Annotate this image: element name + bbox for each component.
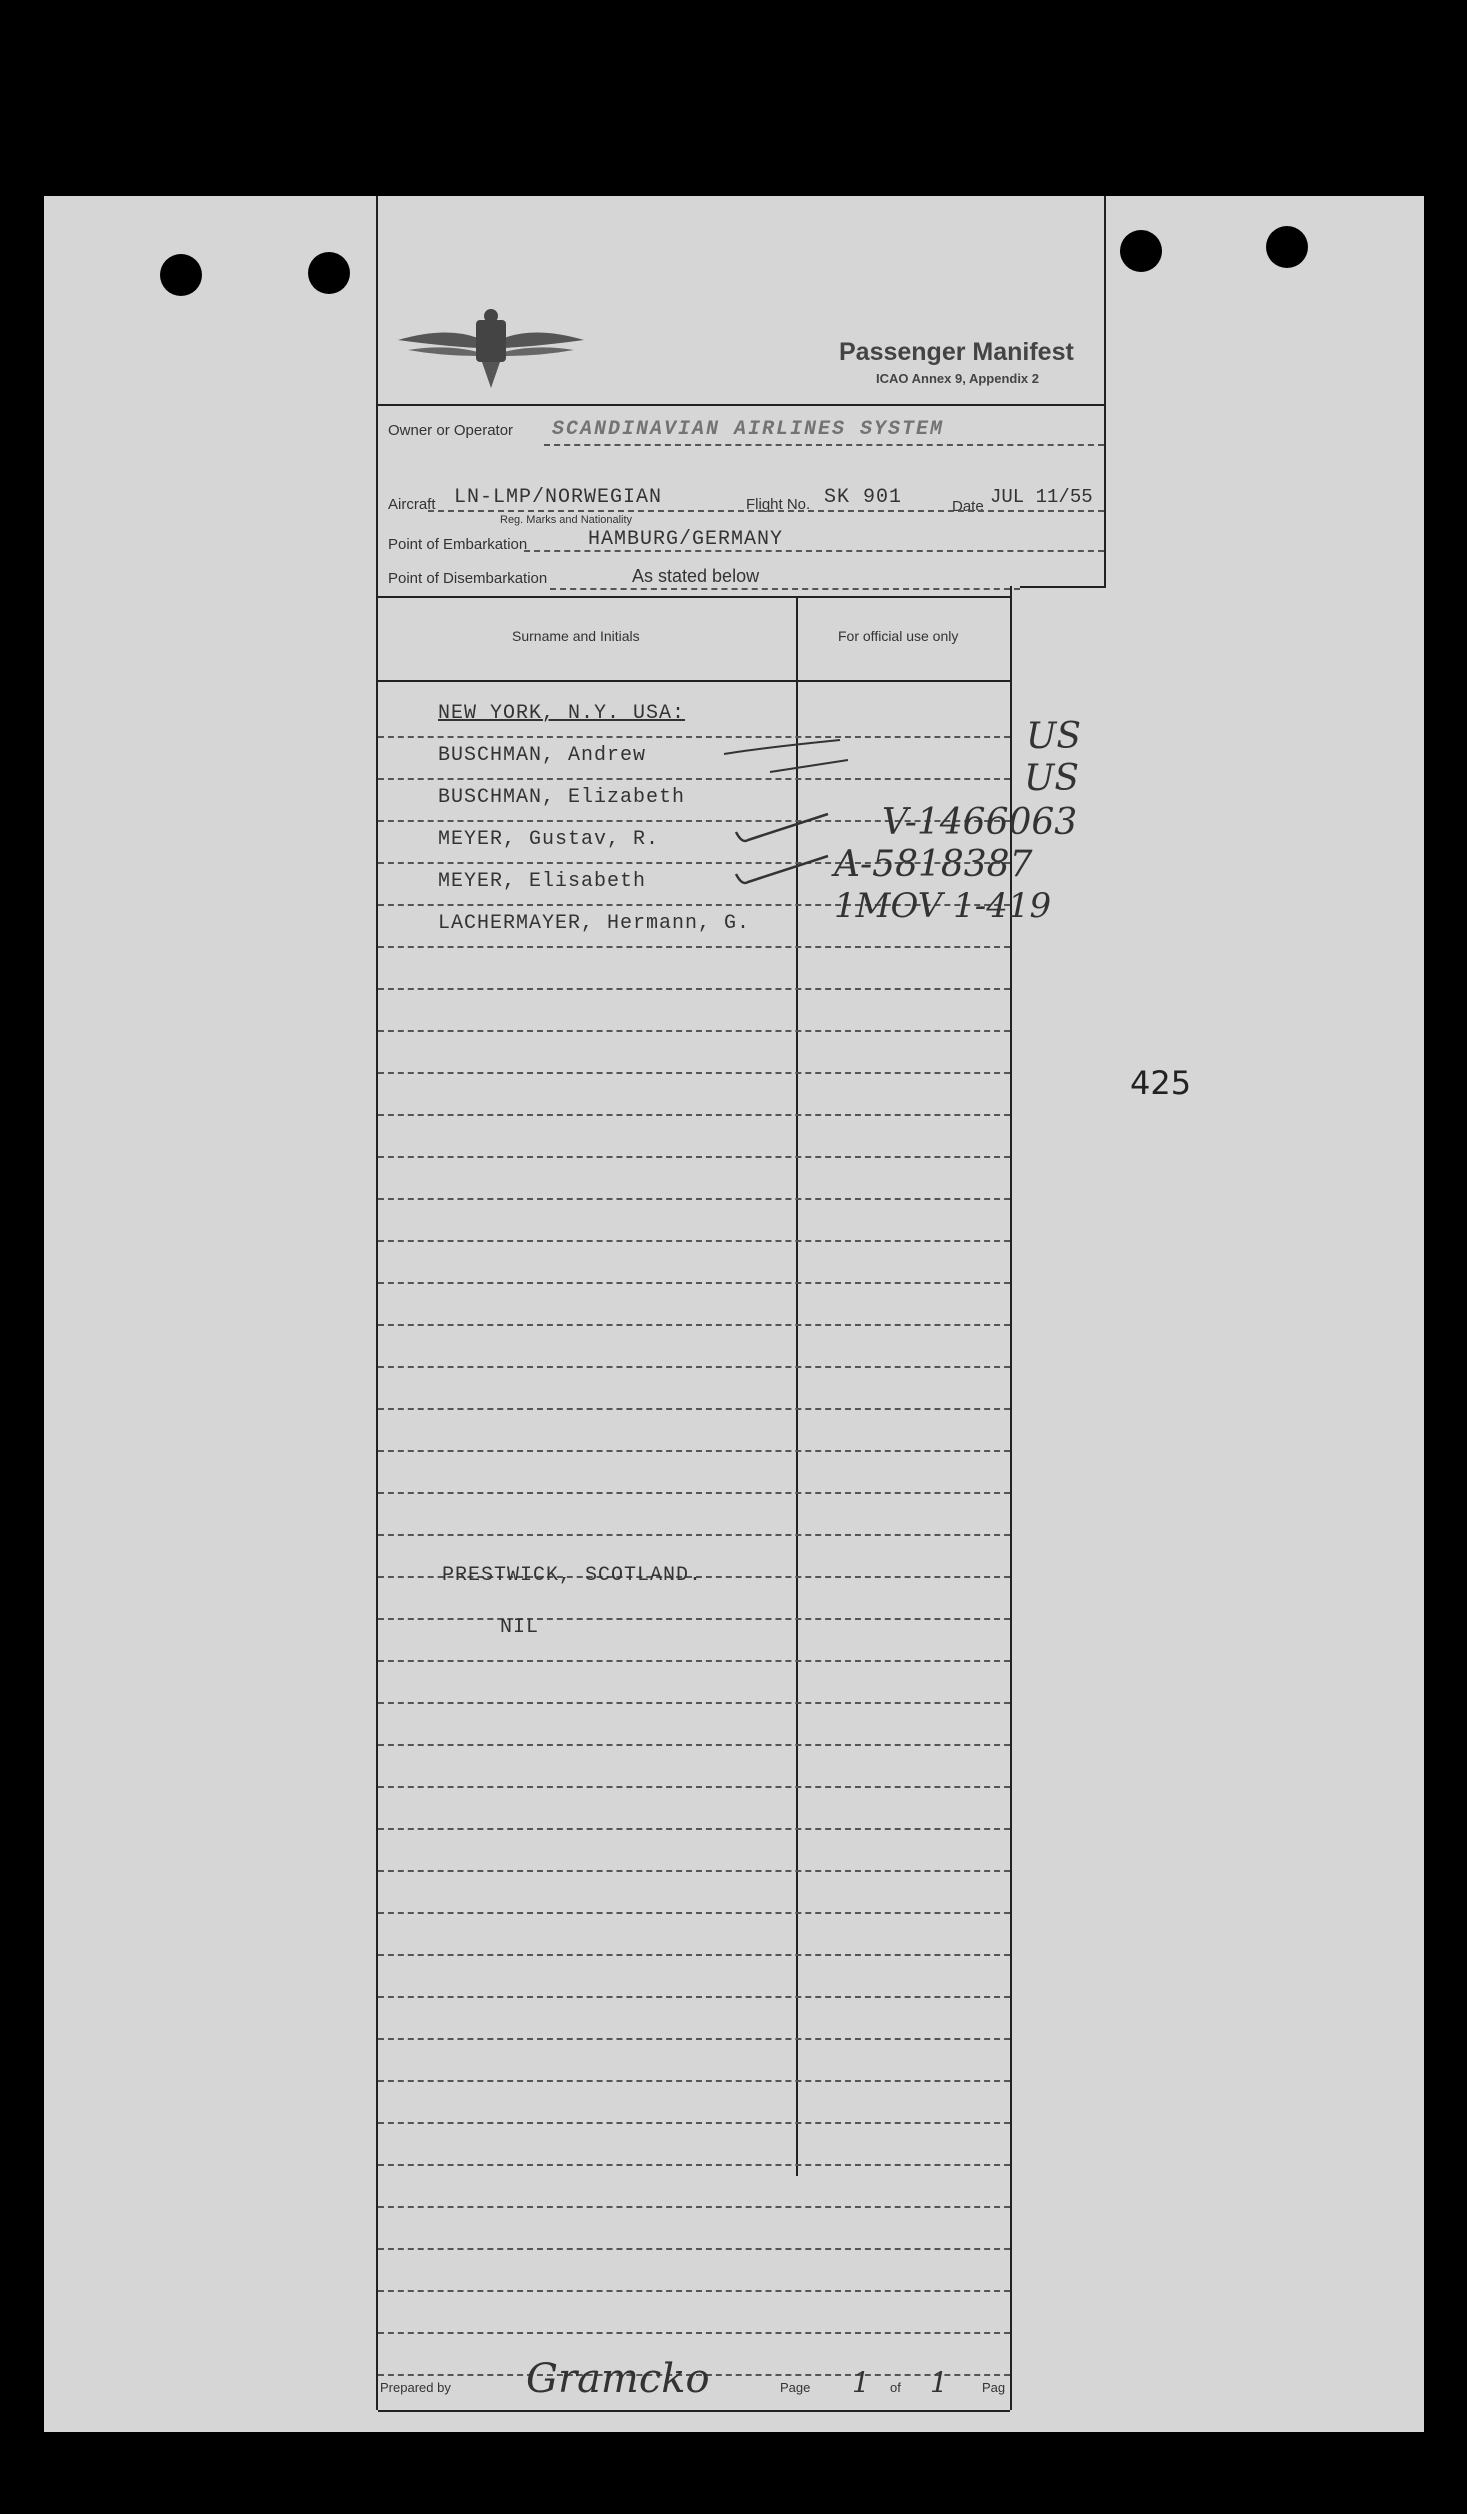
disembark-label: Point of Disembarkation — [388, 570, 548, 587]
ruled-line — [378, 1786, 1010, 1788]
ruled-line — [378, 1828, 1010, 1830]
ruled-line — [378, 2248, 1010, 2250]
prepared-by-signature: Gramcko — [526, 2356, 710, 2402]
ruled-line — [378, 1492, 1010, 1494]
column-header-bottom — [378, 680, 1012, 682]
official-column-header: For official use only — [838, 628, 959, 644]
passenger-name: MEYER, Elisabeth — [438, 870, 647, 893]
aircraft-value: LN-LMP/NORWEGIAN — [454, 486, 663, 509]
disembark-value: As stated below — [632, 566, 760, 586]
punch-hole — [1266, 226, 1308, 268]
ruled-line — [378, 1030, 1010, 1032]
ruled-line — [378, 778, 1010, 780]
page-total: 1 — [930, 2366, 948, 2399]
name-column-header: Surname and Initials — [512, 628, 640, 644]
official-entry: A-5818387 — [834, 844, 1033, 885]
passenger-name: BUSCHMAN, Elizabeth — [438, 786, 686, 809]
ruled-line — [378, 1744, 1010, 1746]
passenger-name: MEYER, Gustav, R. — [438, 828, 660, 851]
ruled-line — [378, 2332, 1010, 2334]
page-of-label: of — [890, 2380, 901, 2395]
passenger-name: LACHERMAYER, Hermann, G. — [438, 912, 751, 935]
ruled-line — [378, 1996, 1010, 1998]
ruled-line — [378, 1156, 1010, 1158]
header-rule — [378, 404, 1104, 406]
prepared-by-label: Prepared by — [380, 2380, 451, 2395]
ruled-line — [378, 1114, 1010, 1116]
ruled-line — [378, 2038, 1010, 2040]
ruled-line — [378, 1954, 1010, 1956]
ruled-line — [378, 1408, 1010, 1410]
ruled-line — [378, 1912, 1010, 1914]
aircraft-underline — [428, 510, 1104, 512]
aircraft-sublabel: Reg. Marks and Nationality — [500, 514, 633, 526]
ruled-line — [378, 1534, 1010, 1536]
ruled-line — [378, 946, 1010, 948]
ruled-line — [378, 1072, 1010, 1074]
header-right-border — [1104, 196, 1106, 588]
owner-label: Owner or Operator — [388, 422, 514, 439]
aircraft-label: Aircraft — [388, 496, 436, 513]
punch-hole — [160, 254, 202, 296]
second-destination-value: NIL — [500, 1616, 540, 1639]
owner-value: SCANDINAVIAN AIRLINES SYSTEM — [552, 418, 945, 441]
pages-label: Pag — [982, 2380, 1006, 2395]
ruled-line — [378, 1450, 1010, 1452]
owner-underline — [544, 444, 1104, 446]
margin-note: US — [1024, 758, 1080, 799]
disembark-underline — [550, 588, 1020, 590]
ruled-line — [378, 1366, 1010, 1368]
ruled-line — [378, 2164, 1010, 2166]
ruled-line — [378, 1240, 1010, 1242]
ruled-line — [378, 2290, 1010, 2292]
page-number: 1 — [852, 2366, 870, 2399]
manifest-title: Passenger Manifest — [839, 338, 1074, 366]
ruled-line — [378, 1660, 1010, 1662]
manifest-paper — [44, 196, 1424, 2432]
ruled-line — [378, 2206, 1010, 2208]
check-mark-icon — [728, 810, 838, 850]
embark-value: HAMBURG/GERMANY — [588, 528, 784, 551]
official-entry: 1MOV 1-419 — [834, 886, 1052, 926]
embark-underline — [524, 550, 1104, 552]
embark-label: Point of Embarkation — [388, 536, 528, 553]
ruled-line — [378, 1198, 1010, 1200]
destination-heading: NEW YORK, N.Y. USA: — [438, 702, 686, 725]
flight-label: Flight No. — [746, 496, 811, 513]
ruled-line — [378, 2080, 1010, 2082]
ruled-line — [378, 1282, 1010, 1284]
date-label: Date — [952, 498, 984, 515]
page-label: Page — [780, 2380, 811, 2395]
margin-note: US — [1026, 716, 1082, 757]
ruled-line — [378, 736, 1010, 738]
passenger-name: BUSCHMAN, Andrew — [438, 744, 647, 767]
date-value: JUL 11/55 — [990, 486, 1093, 508]
ruled-line — [378, 1702, 1010, 1704]
ruled-line — [378, 1324, 1010, 1326]
check-mark-icon — [720, 736, 850, 776]
flight-value: SK 901 — [824, 486, 903, 509]
header-step-line — [1020, 586, 1106, 588]
check-mark-icon — [728, 852, 838, 892]
ruled-line — [378, 1618, 1010, 1620]
sheet-number: 425 — [1130, 1064, 1192, 1102]
manifest-subtitle: ICAO Annex 9, Appendix 2 — [876, 371, 1040, 386]
airline-wings-logo-icon — [396, 306, 586, 390]
punch-hole — [308, 252, 350, 294]
official-entry: V-1466063 — [882, 802, 1078, 843]
footer-rule — [378, 2410, 1010, 2412]
form-left-border — [376, 196, 378, 2410]
ruled-line — [378, 1870, 1010, 1872]
ruled-line — [378, 988, 1010, 990]
column-header-top — [378, 596, 1012, 598]
ruled-line — [378, 2122, 1010, 2124]
punch-hole — [1120, 230, 1162, 272]
second-destination: PRESTWICK, SCOTLAND. — [442, 1564, 703, 1587]
